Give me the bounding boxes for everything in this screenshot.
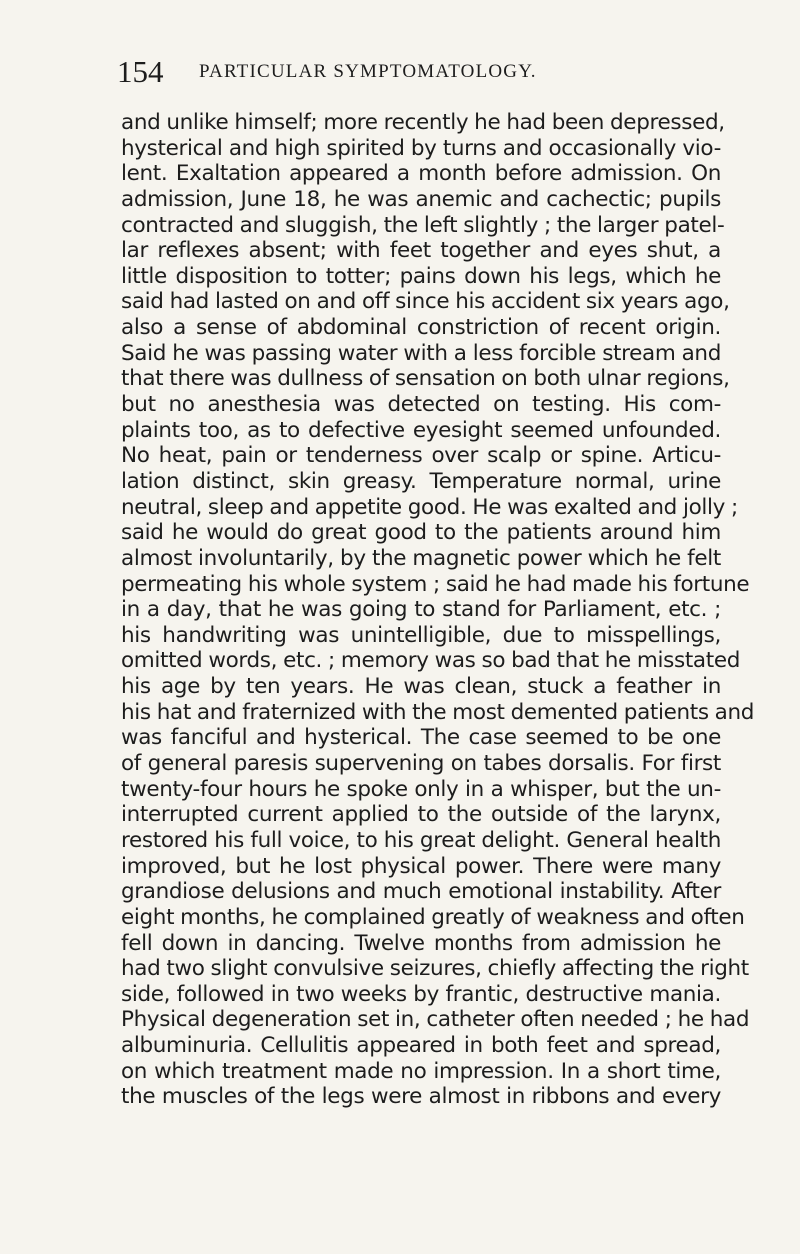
text-line: little disposition to totter; pains down his legs, which he — [121, 263, 721, 289]
text-line: lent. Exaltation appeared a month before admission. On — [121, 161, 721, 187]
text-line: omitted words, etc. ; memory was so bad that he misstated — [121, 648, 741, 674]
text-line: on which treatment made no impression. In a short time, — [121, 1058, 721, 1084]
text-line: but no anesthesia was detected on testing. His com- — [121, 392, 721, 418]
text-line: grandiose delusions and much emotional instability. After — [121, 879, 721, 905]
text-line: had two slight convulsive seizures, chiefly affecting the right — [121, 956, 749, 982]
text-line: eight months, he complained greatly of weakness and often — [121, 904, 745, 930]
text-line: said had lasted on and off since his accident six years ago, — [121, 289, 730, 315]
text-line: of general paresis supervening on tabes dorsalis. For first — [121, 751, 721, 777]
text-line: No heat, pain or tenderness over scalp or spine. Articu- — [121, 443, 721, 469]
text-line: his hat and fraternized with the most demented patients and — [121, 699, 755, 725]
body-text — [121, 110, 755, 1110]
running-title: PARTICULAR SYMPTOMATOLOGY. — [199, 61, 537, 82]
text-line: his age by ten years. He was clean, stuck a feather in — [121, 674, 721, 700]
text-line: neutral, sleep and appetite good. He was exalted and jolly ; — [121, 494, 738, 520]
text-line: and unlike himself; more recently he had been depressed, — [121, 110, 725, 135]
text-line: fell down in dancing. Twelve months from admission he — [121, 930, 721, 956]
text-line: permeating his whole system ; said he had made his fortune — [121, 571, 750, 597]
text-line: admission, June 18, he was anemic and cachectic; pupils — [121, 186, 721, 212]
text-line: that there was dullness of sensation on both ulnar regions, — [121, 366, 730, 392]
text-line: twenty-four hours he spoke only in a whisper, but the un- — [121, 776, 721, 802]
text-line: his handwriting was unintelligible, due to misspellings, — [121, 622, 721, 648]
text-line: albuminuria. Cellulitis appeared in both feet and spread, — [121, 1033, 721, 1059]
text-line: Said he was passing water with a less forcible stream and — [121, 340, 721, 366]
text-line: side, followed in two weeks by frantic, destructive mania. — [121, 981, 721, 1007]
text-line: lation distinct, skin greasy. Temperature normal, urine — [121, 468, 721, 494]
page-number: 154 — [117, 54, 164, 89]
text-line: Physical degeneration set in, catheter often needed ; he had — [121, 1007, 750, 1033]
text-line: hysterical and high spirited by turns and occasionally vio- — [121, 135, 721, 161]
text-line: was fanciful and hysterical. The case seemed to be one — [121, 725, 721, 751]
text-line: the muscles of the legs were almost in ribbons and every — [121, 1084, 721, 1110]
text-line: interrupted current applied to the outside of the larynx, — [121, 802, 721, 828]
text-line: contracted and sluggish, the left slightly ; the larger patel- — [121, 212, 725, 238]
text-line: plaints too, as to defective eyesight seemed unfounded. — [121, 417, 721, 443]
text-line: lar reflexes absent; with feet together and eyes shut, a — [121, 238, 721, 264]
text-line: almost involuntarily, by the magnetic power which he felt — [121, 545, 721, 571]
text-line: in a day, that he was going to stand for Parliament, etc. ; — [121, 597, 721, 623]
text-line: improved, but he lost physical power. There were many — [121, 853, 721, 879]
running-head — [117, 54, 717, 90]
text-line: said he would do great good to the patients around him — [121, 520, 721, 546]
text-line: restored his full voice, to his great delight. General health — [121, 827, 721, 853]
text-line: also a sense of abdominal constriction of recent origin. — [121, 315, 721, 341]
